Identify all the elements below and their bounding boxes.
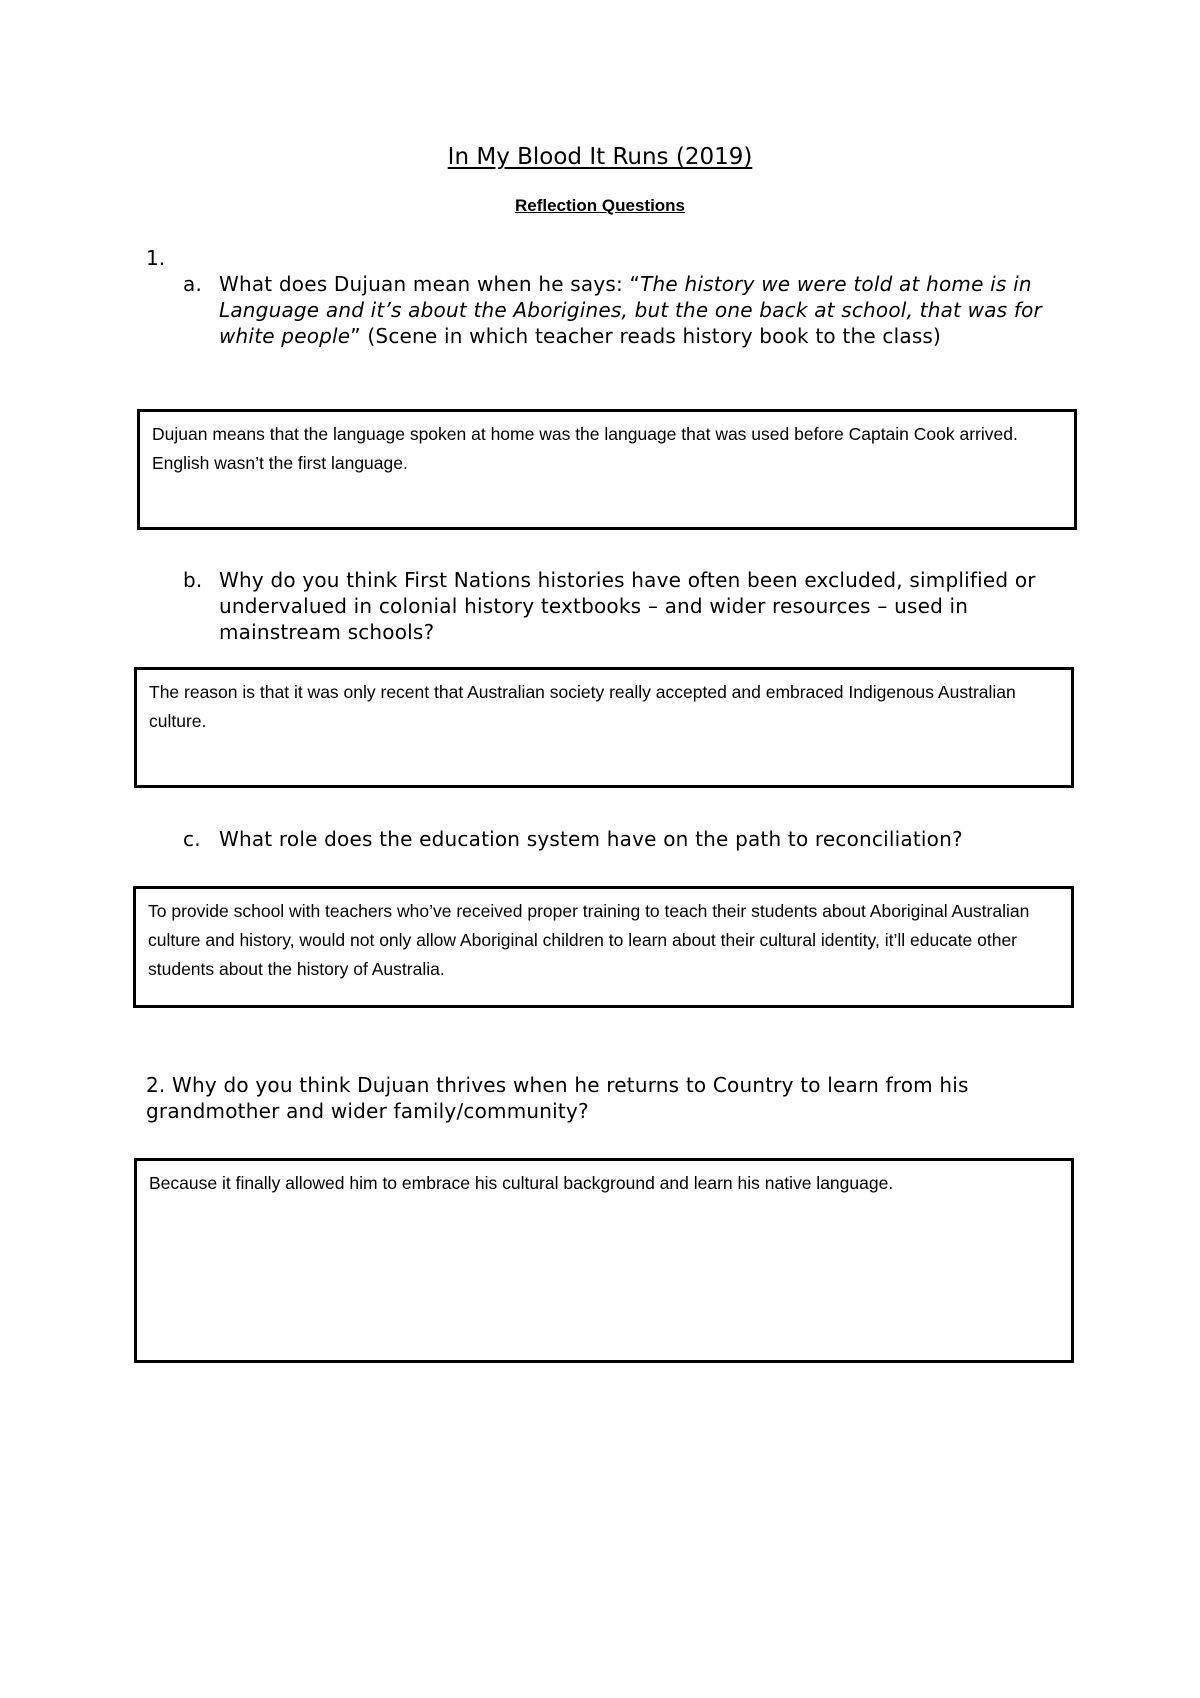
question-1a-suffix: ” (Scene in which teacher reads history book to the class)	[350, 324, 942, 348]
answer-1c-box[interactable]: To provide school with teachers who’ve received proper training to teach their students about Aboriginal Australian culture and history, would not only allow Aboriginal children to learn about their cultural identity, it’ll educate other students about the history of Australia.	[133, 886, 1074, 1008]
answer-1b-box[interactable]: The reason is that it was only recent that Australian society really accepted and embraced Indigenous Australian culture.	[134, 667, 1074, 788]
question-1c	[183, 826, 1079, 852]
question-1a-letter: a.	[183, 272, 203, 296]
question-1a-text	[219, 272, 1042, 348]
question-1b-letter: b.	[183, 568, 203, 592]
question-1c-letter: c.	[183, 827, 201, 851]
question-1a-prefix: What does Dujuan mean when he says: “	[219, 272, 641, 296]
answer-1a-box[interactable]: Dujuan means that the language spoken at home was the language that was used before Captain Cook arrived. English wasn’t the first language.	[137, 409, 1077, 530]
question-1a	[183, 271, 1079, 349]
question-1b-text: Why do you think First Nations histories have often been excluded, simplified or undervalued in colonial history textbooks – and wider resources – used in mainstream schools?	[219, 568, 1036, 644]
question-1-number: 1.	[146, 246, 166, 270]
question-2-text: 2. Why do you think Dujuan thrives when he returns to Country to learn from his grandmother and wider family/community?	[146, 1073, 969, 1123]
document-title: In My Blood It Runs (2019)	[447, 144, 753, 170]
question-1b	[183, 567, 1079, 645]
document-subtitle: Reflection Questions	[514, 196, 686, 215]
question-1c-text: What role does the education system have on the path to reconciliation?	[219, 827, 963, 851]
answer-2-box[interactable]: Because it finally allowed him to embrace his cultural background and learn his native language.	[134, 1158, 1074, 1363]
question-1a-quote: The history we were told at home is in Language and it’s about the Aborigines, but the one back at school, that was for white people	[219, 272, 1042, 348]
